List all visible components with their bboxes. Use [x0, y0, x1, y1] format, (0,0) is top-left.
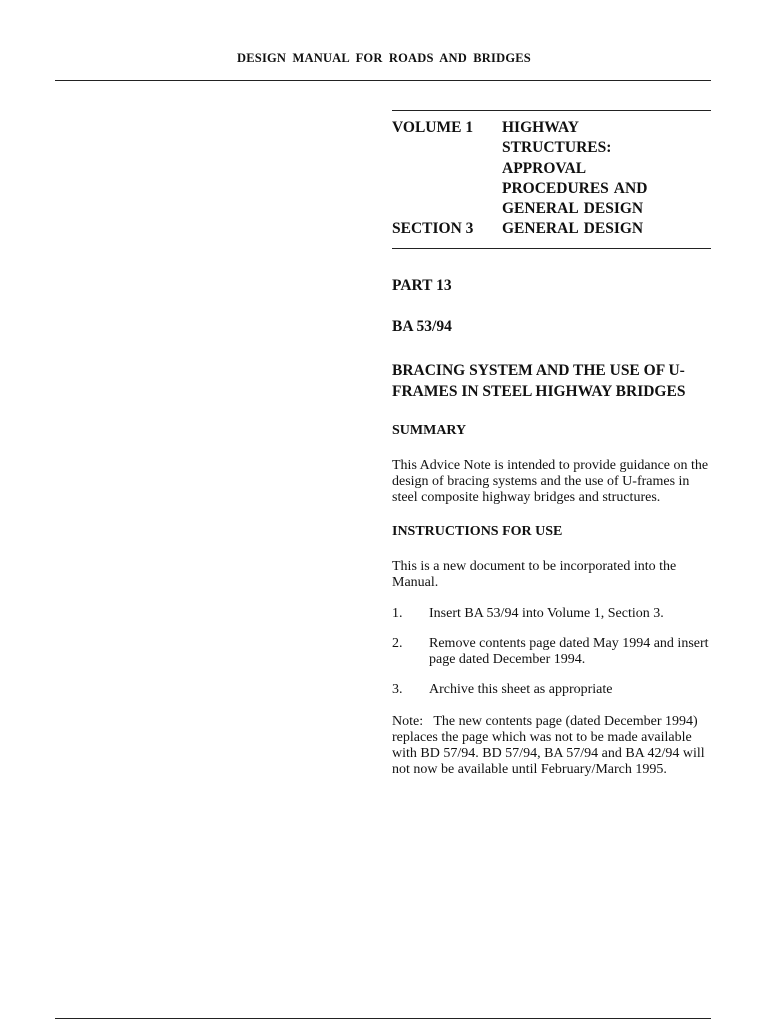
list-item-number: 2.: [392, 636, 403, 651]
list-item-line: Remove contents page dated May 1994 and insert: [429, 636, 709, 651]
list-item-text: [429, 606, 664, 622]
note-line: Note: The new contents page (dated December 1994): [392, 714, 698, 729]
note-line: not now be available until February/March 1995.: [392, 762, 667, 777]
document-title: [392, 361, 712, 402]
footer-rule: [55, 1018, 711, 1019]
list-item-text: [429, 636, 709, 668]
list-item: [392, 636, 712, 668]
list-item-number: 3.: [392, 682, 403, 697]
list-item: [392, 606, 712, 622]
header-rule: [55, 80, 711, 81]
part-number: PART 13: [392, 277, 452, 294]
list-item-line: page dated December 1994.: [429, 652, 586, 667]
volume-row: [392, 118, 712, 219]
instructions-intro-line: Manual.: [392, 575, 439, 590]
section-row: [392, 219, 712, 239]
document-header-title: DESIGN MANUAL FOR ROADS AND BRIDGES: [237, 51, 531, 65]
volume-title: [502, 118, 712, 219]
note-line: with BD 57/94. BD 57/94, BA 57/94 and BA 42/94 will: [392, 746, 705, 761]
note-paragraph: [392, 714, 712, 778]
volume-title-line: APPROVAL: [502, 159, 587, 177]
summary-line: design of bracing systems and the use of U-frames in: [392, 474, 690, 489]
document-title-line: FRAMES IN STEEL HIGHWAY BRIDGES: [392, 382, 686, 400]
volume-bottom-rule: [392, 248, 711, 249]
list-item-line: Archive this sheet as appropriate: [429, 682, 613, 697]
instructions-intro-line: This is a new document to be incorporated into the: [392, 559, 677, 574]
summary-paragraph: [392, 458, 712, 506]
summary-line: This Advice Note is intended to provide guidance on the: [392, 458, 709, 473]
section-label: SECTION 3: [392, 220, 474, 238]
list-item: [392, 682, 712, 698]
list-item-number: 1.: [392, 606, 403, 621]
list-item-line: Insert BA 53/94 into Volume 1, Section 3.: [429, 606, 664, 621]
volume-section-block: [392, 118, 712, 240]
volume-title-line: HIGHWAY: [502, 119, 579, 136]
volume-title-line: GENERAL DESIGN: [502, 200, 644, 218]
list-item-text: [429, 682, 613, 698]
instructions-intro: [392, 559, 712, 591]
document-reference: BA 53/94: [392, 318, 452, 335]
document-title-line: BRACING SYSTEM AND THE USE OF U-: [392, 362, 685, 379]
instructions-list: [392, 606, 712, 712]
note-line: replaces the page which was not to be made available: [392, 730, 692, 745]
volume-title-line: STRUCTURES:: [502, 139, 612, 157]
volume-top-rule: [392, 110, 711, 111]
volume-label: VOLUME 1: [392, 119, 474, 136]
summary-heading: SUMMARY: [392, 423, 467, 438]
volume-title-line: PROCEDURES AND: [502, 179, 648, 197]
summary-line: steel composite highway bridges and structures.: [392, 490, 661, 505]
instructions-heading: INSTRUCTIONS FOR USE: [392, 524, 563, 539]
section-title: GENERAL DESIGN: [502, 220, 644, 238]
